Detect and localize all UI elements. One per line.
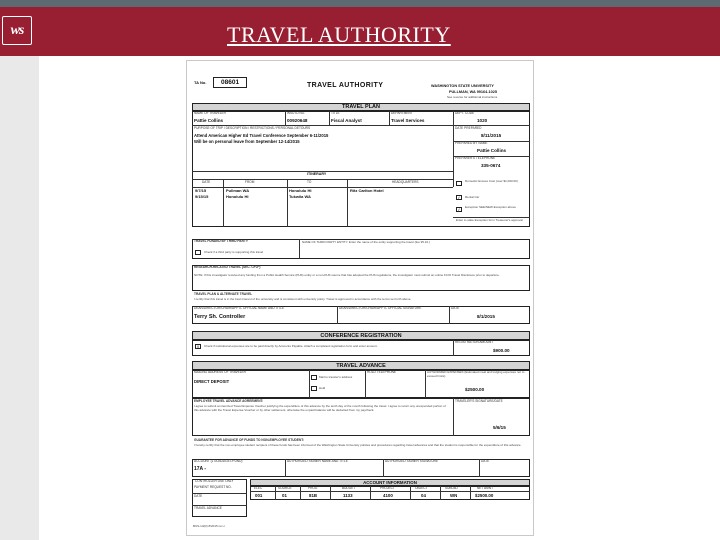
account-val-budget: 1133 [343, 493, 353, 498]
itinerary-row-1-date: 9/7/15 [195, 188, 207, 193]
itinerary-col-to: TO [307, 180, 312, 184]
traveler-title: Fiscal Analyst [331, 118, 362, 123]
travel-advance-header: TRAVEL ADVANCE [192, 361, 530, 370]
travel-plan-header: TRAVEL PLAN [192, 103, 530, 111]
itinerary-row-1-hq: Ritz Carlton Hotel [350, 188, 384, 193]
dept-code-label: DEPT. CODE [455, 111, 475, 115]
registration-amount: $900.00 [493, 348, 510, 353]
form-heading: TRAVEL AUTHORITY [307, 82, 384, 89]
conference-text: Check if institutional expenses are to be paid directly by Accounts Payable. Attach a completed registration form and enter amount. [204, 344, 378, 348]
rental-car-checkbox[interactable]: ✓ [457, 195, 461, 200]
traveler-signature-label: TRAVELER'S SIGNATURE/DATE [455, 399, 503, 403]
mail-to-traveler-label: Mail to traveler's address [319, 375, 353, 379]
excess-cost-label: Domestic Excess Cost (over $1,000.00) [465, 179, 518, 183]
traveler-name-label: NAME OF TRAVELER [194, 111, 226, 115]
purpose-line-1: Attend American Higher Ed Travel Conference September 6-11/2015 [194, 133, 329, 138]
authorized-expenses-label: AUTHORIZED EXPENSES (Estimated meal and lodging expenses not to exceed limits) [427, 370, 525, 378]
hold-label: Hold [319, 386, 326, 390]
form-instructions: See reverse for additional instructions [447, 95, 498, 99]
traveler-name: Pattie Collins [194, 118, 224, 123]
wsu-id: 00920648 [287, 118, 308, 123]
authorized-signer-label: AUTHORIZED SIGNER NAME AND TITLE [287, 459, 348, 463]
dept-code: 1020 [477, 118, 488, 123]
hold-checkbox[interactable] [311, 386, 317, 391]
account-val-object: 04 [421, 493, 426, 498]
preparer-phone: 335-0674 [481, 163, 501, 168]
purpose-line-2: Will be on personal leave from September 12-14/2015 [194, 139, 300, 144]
form-footer-code: BUS-14(R) 8/2015 rev c [193, 524, 226, 528]
account-val-elec: 001 [255, 493, 263, 498]
exception-checkbox[interactable]: ✓ [457, 207, 461, 212]
rental-car-label: Rental Car [465, 195, 480, 199]
date-prepared: 8/11/2015 [481, 133, 502, 138]
account-val-net-amount: $2500.00 [475, 493, 494, 498]
hold-telephone-label: HOLD TELEPHONE [367, 370, 396, 374]
approval-text: I certify that this travel is in the best interest of the university and is consistent with university policy. Travel is approved in accordance with the terms set forth above. [194, 297, 412, 301]
payment-request-label: PAYMENT REQUEST NO. [194, 485, 232, 489]
preparer-phone-label: PREPARER'S TELEPHONE [455, 156, 496, 160]
slide-header-band [0, 7, 720, 56]
third-party-checkbox[interactable] [195, 250, 201, 255]
travel-authority-form [186, 60, 534, 536]
third-party-name-label: NAME OF THIRD PARTY ENTITY. Enter the name of the entity supporting the travel (fee 95.10.) [302, 240, 430, 244]
authorized-signature-label: AUTHORIZED SIGNER SIGNATURE [385, 459, 439, 463]
itinerary-row-2-date: 9/15/15 [195, 194, 209, 199]
university-name: WASHINGTON STATE UNIVERSITY [431, 84, 494, 88]
mailing-address-label: MAILING ADDRESS OF TRAVELER [194, 370, 246, 374]
registration-amount-label: REGISTRATION AMOUNT [455, 340, 494, 344]
agreement-label: EMPLOYEE TRAVEL ADVANCE AGREEMENT: [194, 399, 264, 403]
slide-title: TRAVEL AUTHORITY [227, 22, 451, 47]
mailing-address: DIRECT DEPOSIT [194, 379, 230, 384]
itinerary-row-1-from: Pullman WA [226, 188, 250, 193]
itinerary-col-from: FROM [245, 180, 255, 184]
account-col-elec: ELEC [254, 486, 263, 490]
account-col-object: OBJECT [415, 486, 428, 490]
wsu-id-label: WSU ID NO. [287, 111, 306, 115]
ta-number-label: TA No. [194, 80, 207, 85]
approval-label: TRAVEL PLAN & ALTERNATE TRAVEL [194, 292, 253, 296]
itinerary-header: ITINERARY [307, 172, 327, 176]
approver-name-label: DEAN/DIRECTOR/CHAIR/APPTL OFFICIAL NAME AND TITLE [194, 306, 285, 310]
prepared-by: Pattie Collins [477, 148, 507, 153]
department: Travel Services [391, 118, 425, 123]
agreement-text: I agree to submit an itemized Travel Expense Voucher justifying the expenditure of this advance by the tenth day of the month following the travel. I agree to return any unexpended portion of this advance with the Travel Expense Voucher or by other settlement, otherwise the unpaid balance will be deducted from my paycheck. [194, 404, 446, 412]
itinerary-row-1-to: Honolulu HI [289, 188, 312, 193]
purpose-label: PURPOSE OF TRIP / DESCRIPTION / RESTRICTIONS / PERSONAL DETOURS [194, 126, 311, 130]
research-text: NOTE: If this investigator received any funding from a Public Health Service (PHS) entity or a non-PHS source that has adopted the PHS regulations, the investigator must submit an online FCOI Travel Disclosure prior to departure. [194, 273, 500, 277]
approver-name: Terry Sh. Controller [194, 314, 246, 320]
exception-note: Enter in-state Exception form Treasurer's approval [456, 218, 523, 222]
mail-to-traveler-checkbox[interactable] [311, 375, 317, 380]
account-col-subobj: SUBOBJ [445, 486, 458, 490]
controller-use-label: CONTROLLER USE ONLY [195, 479, 234, 483]
itinerary-col-hq: HEADQUARTERS [392, 180, 419, 184]
exception-label: Exception SEE/NEW Exception above [465, 205, 516, 209]
itinerary-row-2-from: Honolulu HI [226, 194, 249, 199]
ta-number: 08601 [221, 79, 240, 86]
title-label: TITLE [331, 111, 340, 115]
date-prepared-label: DATE PREPARED [455, 126, 482, 130]
conference-checkbox[interactable]: X [196, 344, 200, 349]
approval-date: 8/1/2015 [477, 314, 495, 319]
itinerary-row-2-to: Tukwila WA [289, 194, 311, 199]
prepared-by-label: PREPARED BY NAME [455, 141, 488, 145]
approver-signature-label: DEAN/DIRECTOR/CHAIR/APPTL OFFICIAL SIGNATURE [339, 306, 422, 310]
third-party-label: TRAVEL FUNDED BY THIRD PARTY [194, 239, 248, 243]
conference-header: CONFERENCE REGISTRATION [192, 331, 530, 340]
wsu-cougar-logo-icon: ws [2, 16, 32, 45]
advance-amount: $2500.00 [465, 387, 485, 392]
account-info-header: ACCOUNT INFORMATION [250, 479, 530, 486]
university-address: PULLMAN, WA 99164-1025 [449, 90, 497, 94]
guarantee-text: I hereby certify that the non-employee student recipient of these funds has been informed of the Washington State University policies and procedures regarding travel advances and that the student is responsible for the expenditure of this advance. [194, 443, 522, 447]
account-col-prog: PROG [308, 486, 318, 490]
traveler-signature-date: 5/6/15 [493, 425, 506, 430]
approval-date-label: DATE [451, 306, 460, 310]
department-label: DEPARTMENT [391, 111, 413, 115]
account-col-net-amount: NET AMNT [477, 486, 494, 490]
account-val-subobj: WN [450, 493, 458, 498]
slide-top-bar [0, 0, 720, 7]
third-party-check-text: Check if a third party is supporting this travel [204, 250, 264, 254]
account-val-source: 01 [282, 493, 287, 498]
signer-date-label: DATE [481, 459, 490, 463]
guarantee-label: GUARANTEE FOR ADVANCE OF FUNDS TO NON-EMPLOYEE STUDENT: [194, 438, 304, 442]
account-value: 17A - [194, 466, 207, 472]
excess-cost-checkbox[interactable] [456, 181, 462, 186]
controller-date-label: DATE [194, 494, 203, 498]
account-label: ACCOUNT (17A-BUDGET/FUND) [194, 459, 243, 463]
itinerary-col-date: DATE [202, 180, 211, 184]
account-col-source: SOURCE [278, 486, 292, 490]
research-label: RESEARCH-RELATED TRAVEL (SEC. CFO*) [194, 265, 261, 269]
controller-advance-label: TRAVEL ADVANCE [194, 506, 222, 510]
slide-left-margin [0, 56, 39, 540]
account-col-budget: BUDGET [342, 486, 356, 490]
account-val-project: 4100 [383, 493, 393, 498]
account-col-project: PROJECT [380, 486, 395, 490]
account-val-prog: 81B [309, 493, 318, 498]
